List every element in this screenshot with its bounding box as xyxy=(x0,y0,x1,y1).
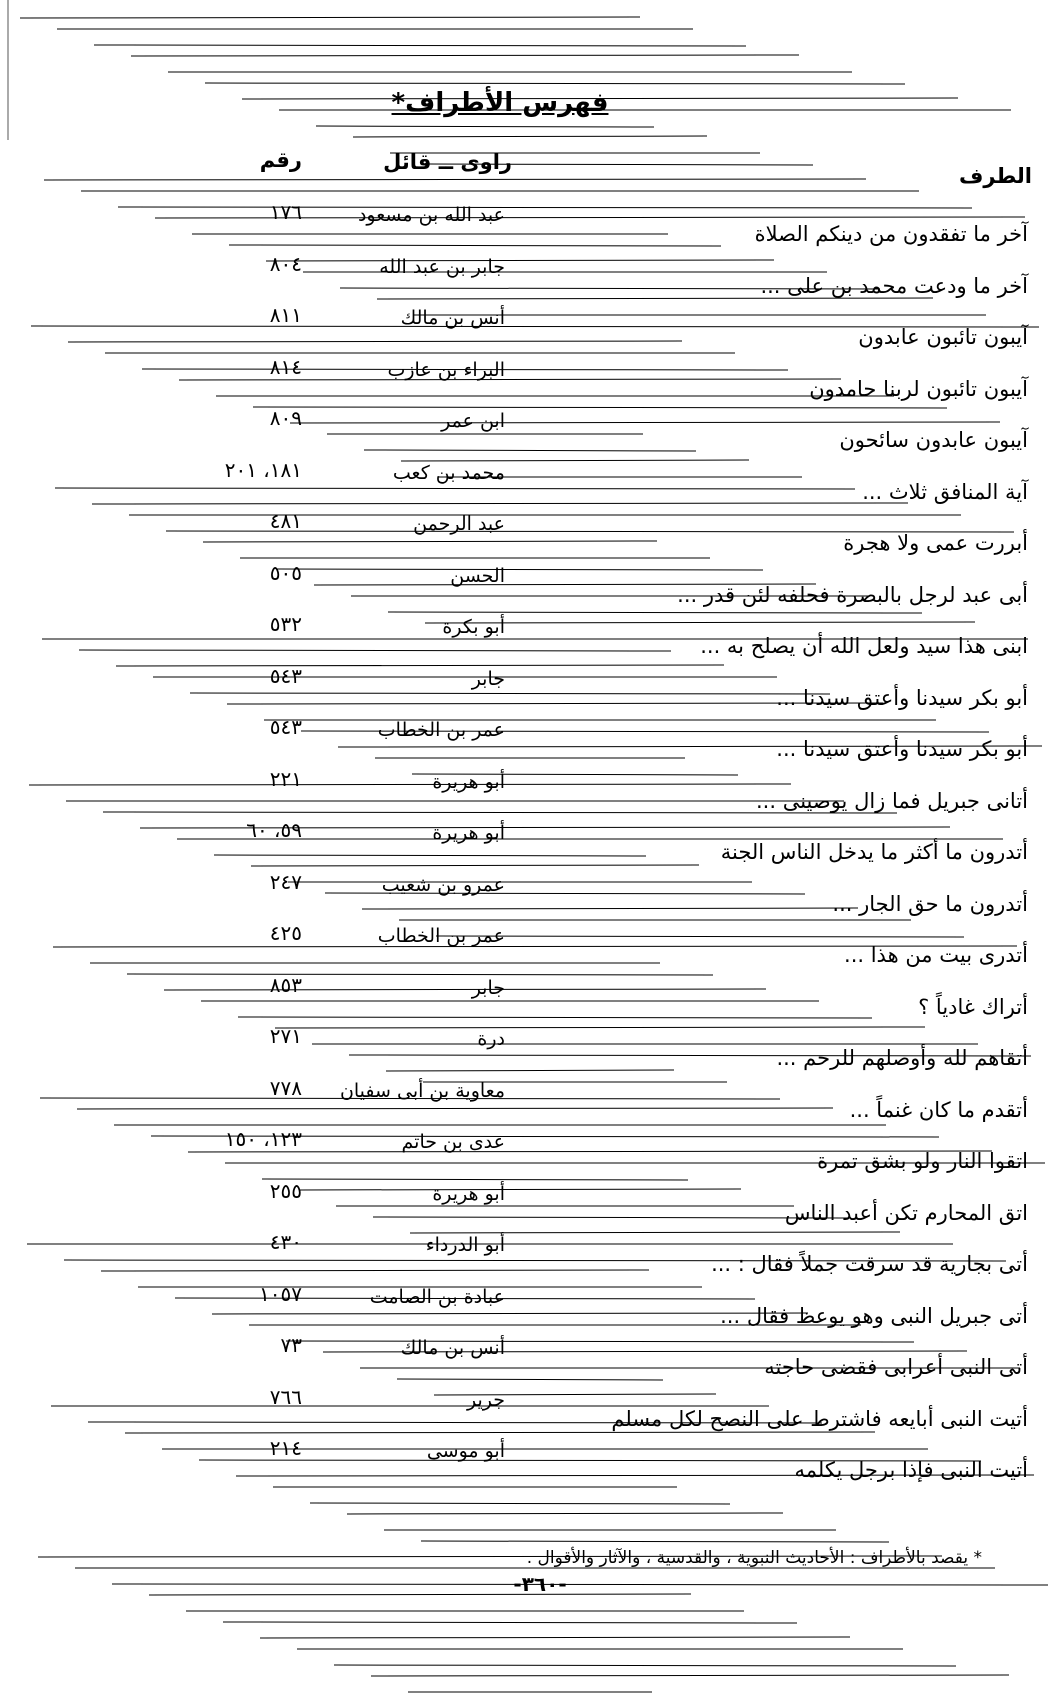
footnote: * يقصد بالأطراف : الأحاديث النبوية ، والقدسية ، والآثار والأقوال . xyxy=(526,1548,982,1568)
entry-narrator: أبو هريرة xyxy=(432,771,505,793)
entry-narrator: جرير xyxy=(467,1389,505,1411)
entry-narrator: عمر بن الخطاب xyxy=(377,925,505,947)
entry-number: ٨١٤ xyxy=(269,355,302,379)
header-phrase: الطرف xyxy=(959,164,1032,188)
list-item xyxy=(0,973,1062,1025)
list-item xyxy=(0,870,1062,922)
entry-narrator: عمرو بن شعيب xyxy=(381,874,505,896)
entry-number: ٢٤٧ xyxy=(269,870,302,894)
entry-phrase: أتيت النبى فإذا برجل يكلمه xyxy=(794,1458,1028,1482)
header-narrator: راوى ــ قائل xyxy=(383,150,512,174)
entry-phrase: آيبون تائبون لربنا حامدون xyxy=(809,377,1028,401)
list-item xyxy=(0,1179,1062,1231)
list-item xyxy=(0,1230,1062,1282)
entry-phrase: أتى جبريل النبى وهو يوعظ فقال ... xyxy=(720,1304,1028,1328)
header-number: رقم xyxy=(259,148,302,172)
list-item xyxy=(0,664,1062,716)
entry-phrase: آخر ما ودعت محمد بن على ... xyxy=(760,274,1028,298)
scan-line xyxy=(149,1594,691,1595)
list-item xyxy=(0,355,1062,407)
entry-narrator: عبد الرحمن xyxy=(413,513,505,535)
scan-line xyxy=(421,1541,889,1542)
entry-number: ٥٤٣ xyxy=(269,715,302,739)
entry-number: ٨١١ xyxy=(269,303,302,327)
entry-number: ٢٥٥ xyxy=(269,1179,302,1203)
list-item xyxy=(0,715,1062,767)
entry-phrase: اتق المحارم تكن أعبد الناس xyxy=(784,1201,1028,1225)
entry-narrator: عمر بن الخطاب xyxy=(377,719,505,741)
entry-number: ٥٤٣ xyxy=(269,664,302,688)
list-item xyxy=(0,458,1062,510)
entry-phrase: آيبون تائبون عابدون xyxy=(858,325,1028,349)
scan-line xyxy=(316,126,654,127)
entry-narrator: الحسن xyxy=(450,565,505,587)
entry-narrator: أبو بكرة xyxy=(442,616,505,638)
list-item xyxy=(0,561,1062,613)
scan-line xyxy=(347,1513,783,1514)
scan-line xyxy=(44,179,866,180)
scan-line xyxy=(205,83,905,84)
entry-phrase: أتى بجارية قد سرقت جملاً فقال : ... xyxy=(711,1252,1028,1276)
list-item xyxy=(0,1024,1062,1076)
entry-phrase: أتانى جبريل فما زال يوصينى ... xyxy=(756,789,1028,813)
list-item xyxy=(0,767,1062,819)
entry-phrase: آية المنافق ثلاث ... xyxy=(862,480,1028,504)
list-item xyxy=(0,921,1062,973)
list-item xyxy=(0,509,1062,561)
entry-narrator: أبو الدرداء xyxy=(425,1234,505,1256)
entry-number: ١٨١، ٢٠١ xyxy=(224,458,302,482)
entry-narrator: عدى بن حاتم xyxy=(401,1131,505,1153)
entry-phrase: أبو بكر سيدنا وأعتق سيدنا ... xyxy=(776,737,1028,761)
entry-phrase: أتدرون ما حق الجار ... xyxy=(832,892,1028,916)
entry-number: ٧٣ xyxy=(280,1333,302,1357)
entry-number: ١٠٥٧ xyxy=(259,1282,302,1306)
entry-number: ٤٣٠ xyxy=(269,1230,302,1254)
entry-phrase: أتقاهم لله وأوصلهم للرحم ... xyxy=(776,1046,1028,1070)
list-item xyxy=(0,1385,1062,1437)
entry-phrase: آخر ما تفقدون من دينكم الصلاة xyxy=(754,222,1028,246)
entry-phrase: أتيت النبى أبايعه فاشترط على النصح لكل مسلم xyxy=(611,1407,1028,1431)
list-item xyxy=(0,612,1062,664)
entry-narrator: جابر xyxy=(471,668,505,690)
entry-phrase: أتدرون ما أكثر ما يدخل الناس الجنة xyxy=(720,840,1028,864)
entry-number: ٥٣٢ xyxy=(269,612,302,636)
entry-number: ٤٨١ xyxy=(269,509,302,533)
entry-narrator: ابن عمر xyxy=(441,410,505,432)
entry-phrase: أبو بكر سيدنا وأعتق سيدنا ... xyxy=(776,686,1028,710)
list-item xyxy=(0,1333,1062,1385)
entry-narrator: جابر xyxy=(471,977,505,999)
list-item xyxy=(0,1076,1062,1128)
scan-line xyxy=(94,45,746,46)
entry-narrator: أنس بن مالك xyxy=(400,1337,505,1359)
scan-line xyxy=(334,1665,956,1666)
scan-line xyxy=(131,55,799,56)
entry-narrator: درة xyxy=(477,1028,505,1050)
entry-phrase: اتقوا النار ولو بشق تمرة xyxy=(817,1149,1028,1173)
page-number: -٣٦٠- xyxy=(513,1572,567,1596)
entry-phrase: آيبون عابدون سائحون xyxy=(839,428,1028,452)
entry-number: ٢١٤ xyxy=(269,1436,302,1460)
entry-narrator: عبادة بن الصامت xyxy=(369,1286,505,1308)
entry-phrase: أتقدم ما كان غنماً ... xyxy=(849,1098,1028,1122)
entry-phrase: أتراك غادياً ؟ xyxy=(918,995,1028,1019)
entry-phrase: أبى عبد لرجل بالبصرة فحلفه لئن قدر ... xyxy=(677,583,1028,607)
entry-narrator: محمد بن كعب xyxy=(392,462,505,484)
entry-narrator: أبو هريرة xyxy=(432,1183,505,1205)
entry-number: ٥٠٥ xyxy=(269,561,302,585)
scan-line xyxy=(371,1675,1009,1676)
list-item xyxy=(0,1436,1062,1488)
entry-narrator: البراء بن عازب xyxy=(387,359,505,381)
list-item xyxy=(0,303,1062,355)
entry-number: ٨٠٩ xyxy=(269,406,302,430)
list-item xyxy=(0,252,1062,304)
scan-line xyxy=(353,136,707,137)
entry-number: ٢٧١ xyxy=(269,1024,302,1048)
entry-phrase: ابنى هذا سيد ولعل الله أن يصلح به ... xyxy=(700,634,1028,658)
scan-line xyxy=(310,1503,730,1504)
entry-phrase: أتى النبى أعرابى فقضى حاجته xyxy=(764,1355,1028,1379)
entry-narrator: عبد الله بن مسعود xyxy=(357,204,505,226)
scan-line xyxy=(223,1622,797,1623)
entry-number: ٢٢١ xyxy=(269,767,302,791)
entry-number: ١٢٣، ١٥٠ xyxy=(224,1127,302,1151)
list-item xyxy=(0,818,1062,870)
entry-number: ٨٠٤ xyxy=(269,252,302,276)
entry-number: ٧٦٦ xyxy=(269,1385,302,1409)
entry-phrase: أتدرى بيت من هذا ... xyxy=(844,943,1028,967)
list-item xyxy=(0,1282,1062,1334)
entry-narrator: أنس بن مالك xyxy=(400,307,505,329)
entry-number: ٥٩، ٦٠ xyxy=(246,818,302,842)
entry-narrator: أبو هريرة xyxy=(432,822,505,844)
entry-narrator: أبو موسى xyxy=(426,1440,505,1462)
entry-number: ٨٥٣ xyxy=(269,973,302,997)
scan-line xyxy=(260,1637,850,1638)
entry-narrator: معاوية بن أبى سفيان xyxy=(339,1080,505,1102)
list-item xyxy=(0,1127,1062,1179)
entry-number: ٧٧٨ xyxy=(269,1076,302,1100)
list-item xyxy=(0,200,1062,252)
entry-number: ١٧٦ xyxy=(269,200,302,224)
entry-narrator: جابر بن عبد الله xyxy=(379,256,505,278)
page-title: فهرس الأطراف* xyxy=(391,88,609,118)
entry-phrase: أبررت عمى ولا هجرة xyxy=(843,531,1028,555)
entry-number: ٤٢٥ xyxy=(269,921,302,945)
scan-line xyxy=(20,17,640,18)
list-item xyxy=(0,406,1062,458)
